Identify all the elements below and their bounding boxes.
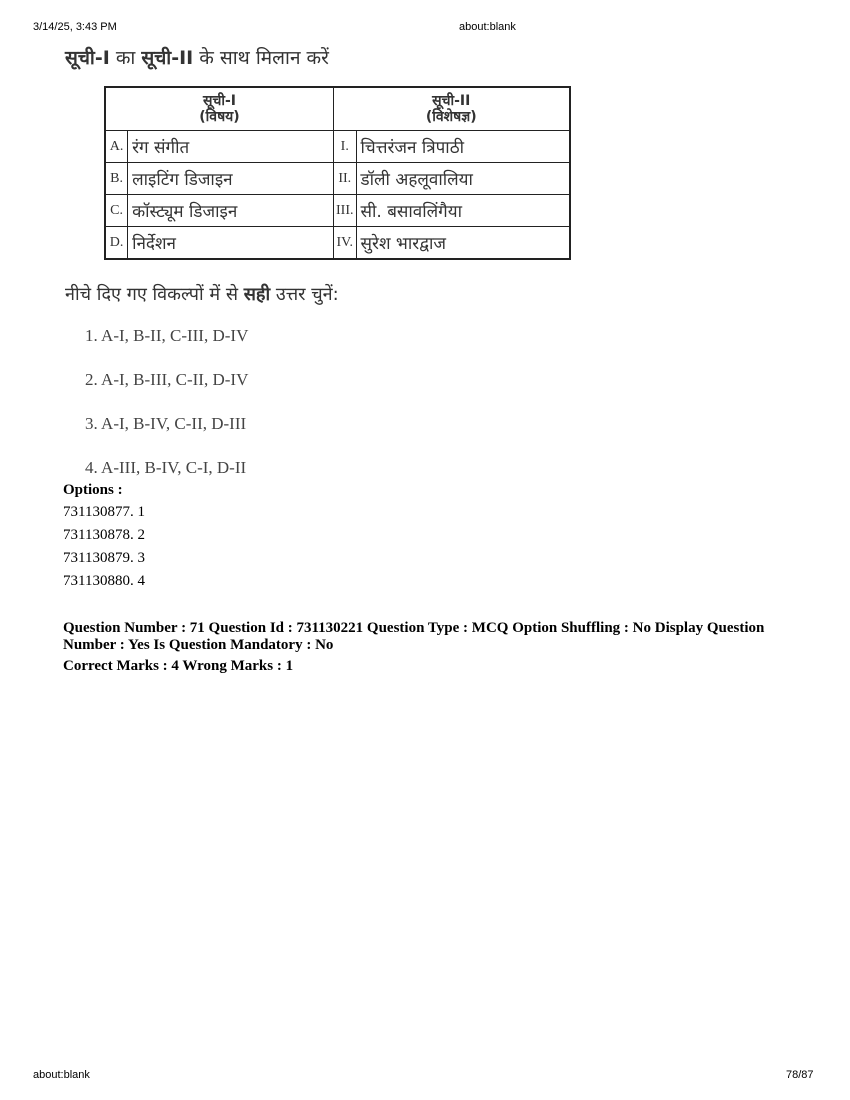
choose-tail: उत्तर चुनें: [270, 284, 339, 305]
row-subject: निर्देशन [128, 227, 334, 260]
option-item: 731130880. 4 [63, 573, 145, 589]
row-label-right: III. [334, 195, 357, 227]
instruction-list1: सूची-I [65, 47, 110, 69]
choose-lead: नीचे दिए गए विकल्पों में से [65, 284, 244, 305]
row-label-left: A. [105, 131, 128, 163]
question-metadata: Question Number : 71 Question Id : 731130221 Question Type : MCQ Option Shuffling : No Display Question Number : Yes Is Question Mandatory : No [63, 620, 765, 653]
column-header-list2 [334, 87, 570, 131]
print-page-title: about:blank [459, 21, 516, 33]
options-heading: Options : [63, 482, 123, 498]
row-label-left: B. [105, 163, 128, 195]
instruction-connector: का [109, 47, 142, 69]
row-subject: कॉस्ट्यूम डिजाइन [128, 195, 334, 227]
answer-choice: 2. A-I, B-III, C-II, D-IV [85, 370, 249, 389]
choose-emphasis: सही [243, 284, 271, 305]
row-subject: लाइटिंग डिजाइन [128, 163, 334, 195]
table-row [105, 195, 570, 227]
column-header-title: सूची-II [432, 93, 471, 109]
row-expert: सी. बसावलिंगैया [356, 195, 570, 227]
instruction-list2: सूची-II [141, 47, 194, 69]
row-label-right: II. [334, 163, 357, 195]
table-header-row [105, 87, 570, 131]
instruction-tail: के साथ मिलान करें [193, 47, 329, 69]
row-label-right: I. [334, 131, 357, 163]
option-item: 731130877. 1 [63, 504, 145, 520]
question-instruction [65, 44, 329, 70]
row-subject: रंग संगीत [128, 131, 334, 163]
option-item: 731130878. 2 [63, 527, 145, 543]
print-page-number: 78/87 [786, 1069, 814, 1081]
row-label-left: D. [105, 227, 128, 260]
column-header-subtitle: (विशेषज्ञ) [425, 109, 477, 125]
column-header-title: सूची-I [203, 93, 236, 109]
option-item: 731130879. 3 [63, 550, 145, 566]
question-marks: Correct Marks : 4 Wrong Marks : 1 [63, 658, 294, 674]
choose-instruction [65, 282, 339, 306]
row-label-left: C. [105, 195, 128, 227]
table-row [105, 131, 570, 163]
column-header-list1 [105, 87, 334, 131]
column-header-subtitle: (विषय) [199, 109, 240, 125]
table-row [105, 163, 570, 195]
row-expert: डॉली अहलूवालिया [356, 163, 570, 195]
print-footer-url: about:blank [33, 1069, 90, 1081]
answer-choice: 3. A-I, B-IV, C-II, D-III [85, 414, 247, 433]
row-expert: सुरेश भारद्वाज [356, 227, 570, 260]
row-expert: चित्तरंजन त्रिपाठी [356, 131, 570, 163]
table-row [105, 227, 570, 260]
answer-choice: 4. A-III, B-IV, C-I, D-II [85, 458, 247, 477]
answer-choice: 1. A-I, B-II, C-III, D-IV [85, 326, 249, 345]
print-datetime: 3/14/25, 3:43 PM [33, 21, 117, 33]
row-label-right: IV. [334, 227, 357, 260]
matching-table [104, 86, 571, 260]
